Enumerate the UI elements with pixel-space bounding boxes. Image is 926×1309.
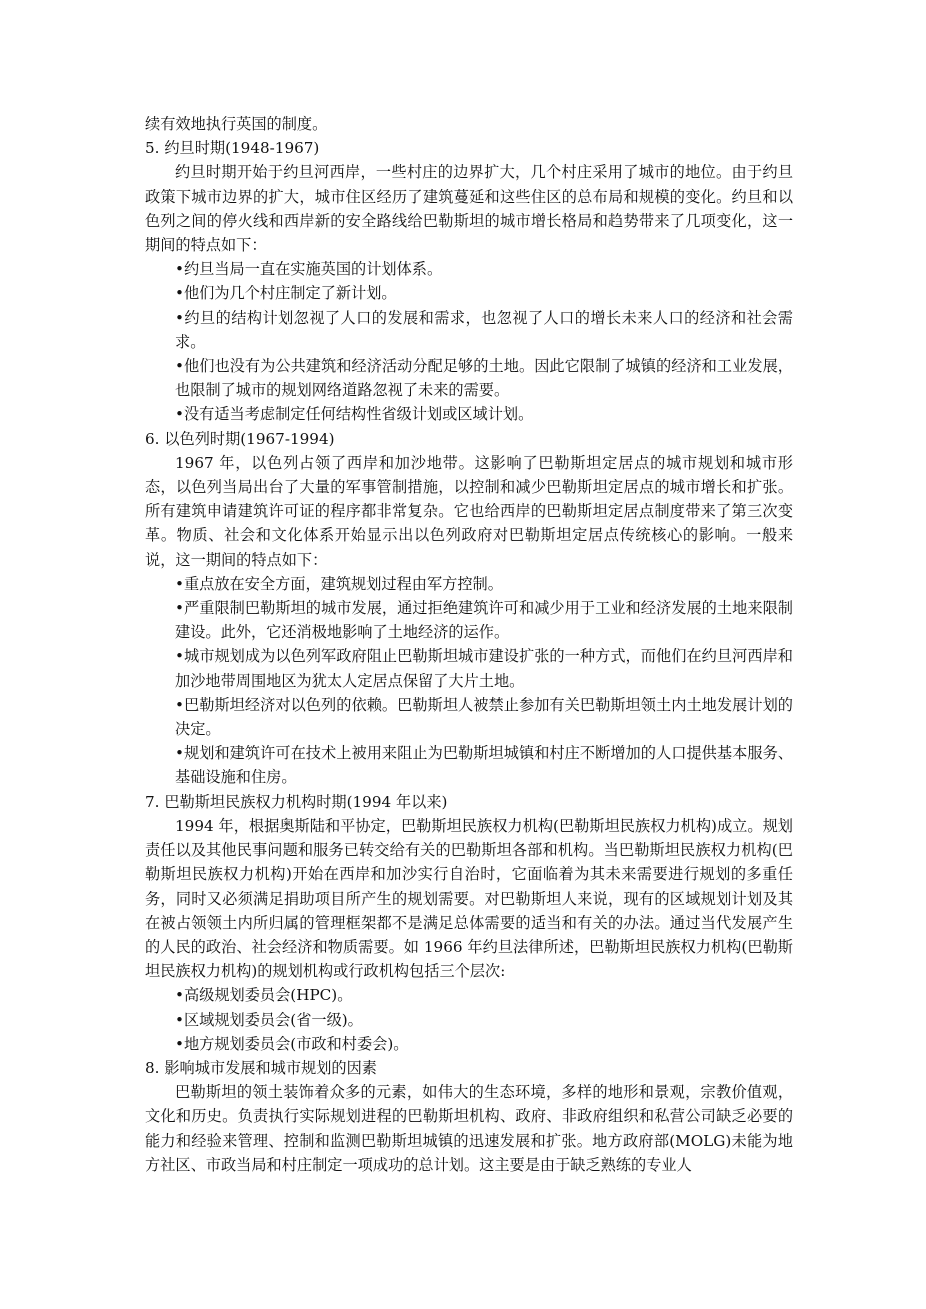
section-urban-development-factors <box>145 1056 793 1177</box>
bullet-item: •地方规划委员会(市政和村委会)。 <box>175 1034 409 1053</box>
section-paragraph: 巴勒斯坦的领土装饰着众多的元素，如伟大的生态环境，多样的地形和景观，宗教价值观，文化和历史。负责执行实际规划进程的巴勒斯坦机构、政府、非政府组织和私营公司缺乏必要的能力和经验来管理、控制和监测巴勒斯坦城镇的迅速发展和扩张。地方政府部(MOLG)未能为地方社区、市政当局和村庄制定一项成功的总计划。这主要是由于缺乏熟练的专业人 <box>145 1083 793 1174</box>
bullet-item: •巴勒斯坦经济对以色列的依赖。巴勒斯坦人被禁止参加有关巴勒斯坦领土内土地发展计划的决定。 <box>175 695 793 739</box>
section-jordan-period <box>145 136 793 426</box>
bullet-item: •没有适当考虑制定任何结构性省级计划或区域计划。 <box>175 405 534 424</box>
section-paragraph: 约旦时期开始于约旦河西岸，一些村庄的边界扩大，几个村庄采用了城市的地位。由于约旦政策下城市边界的扩大，城市住区经历了建筑蔓延和这些住区的总布局和规模的变化。约旦和以色列之间的停火线和西岸新的安全路线给巴勒斯坦的城市增长格局和趋势带来了几项变化，这一期间的特点如下： <box>145 163 793 255</box>
bullet-item: •他们为几个村庄制定了新计划。 <box>175 284 397 303</box>
bullet-item: •高级规划委员会(HPC)。 <box>175 986 353 1005</box>
continuation-text: 续有效地执行英国的制度。 <box>145 115 328 133</box>
bullet-item: •重点放在安全方面，建筑规划过程由军方控制。 <box>175 574 503 593</box>
section-israel-period <box>145 427 793 790</box>
bullet-item: •严重限制巴勒斯坦的城市发展，通过拒绝建筑许可和减少用于工业和经济发展的土地来限制建设。此外，它还消极地影响了土地经济的运作。 <box>175 599 793 642</box>
document-page <box>145 112 793 1177</box>
bullet-item: •他们也没有为公共建筑和经济活动分配足够的土地。因此它限制了城镇的经济和工业发展，也限制了城市的规划网络道路忽视了未来的需要。 <box>175 357 793 400</box>
bullet-item: •约旦当局一直在实施英国的计划体系。 <box>175 260 443 279</box>
section-paragraph: 1994 年，根据奥斯陆和平协定，巴勒斯坦民族权力机构(巴勒斯坦民族权力机构)成立。规划责任以及其他民事问题和服务已转交给有关的巴勒斯坦各部和机构。当巴勒斯坦民族权力机构(巴勒斯坦民族权力机构)开始在西岸和加沙实行自治时，它面临着为其未来需要进行规划的多重任务，同时又必须满足捐助项目所产生的规划需要。对巴勒斯坦人来说，现有的区域规划计划及其在被占领领土内所归属的管理框架都不是满足总体需要的适当和有关的办法。通过当代发展产生的人民的政治、社会经济和物质需要。如 1966 年约旦法律所述，巴勒斯坦民族权力机构(巴勒斯坦民族权力机构)的规划机构或行政机构包括三个层次: <box>145 816 793 981</box>
bullet-item: •规划和建筑许可在技术上被用来阻止为巴勒斯坦城镇和村庄不断增加的人口提供基本服务、基础设施和住房。 <box>175 744 793 787</box>
bullet-item: •区域规划委员会(省一级)。 <box>175 1010 363 1029</box>
section-paragraph: 1967 年，以色列占领了西岸和加沙地带。这影响了巴勒斯坦定居点的城市规划和城市形态，以色列当局出台了大量的军事管制措施，以控制和减少巴勒斯坦定居点的城市增长和扩张。所有建筑申请建筑许可证的程序都非常复杂。它也给西岸的巴勒斯坦定居点制度带来了第三次变革。物质、社会和文化体系开始显示出以色列政府对巴勒斯坦定居点传统核心的影响。一般来说，这一期间的特点如下： <box>145 453 793 569</box>
section-heading: 6. 以色列时期(1967-1994) <box>145 429 335 448</box>
section-heading: 8. 影响城市发展和城市规划的因素 <box>145 1058 377 1077</box>
section-heading: 5. 约旦时期(1948-1967) <box>145 139 320 158</box>
bullet-item: •城市规划成为以色列军政府阻止巴勒斯坦城市建设扩张的一种方式，而他们在约旦河西岸和加沙地带周围地区为犹太人定居点保留了大片土地。 <box>175 647 793 690</box>
section-palestinian-authority-period <box>145 790 793 1056</box>
section-heading: 7. 巴勒斯坦民族权力机构时期(1994 年以来) <box>145 792 448 811</box>
bullet-item: •约旦的结构计划忽视了人口的发展和需求，也忽视了人口的增长未来人口的经济和社会需求。 <box>175 308 793 351</box>
